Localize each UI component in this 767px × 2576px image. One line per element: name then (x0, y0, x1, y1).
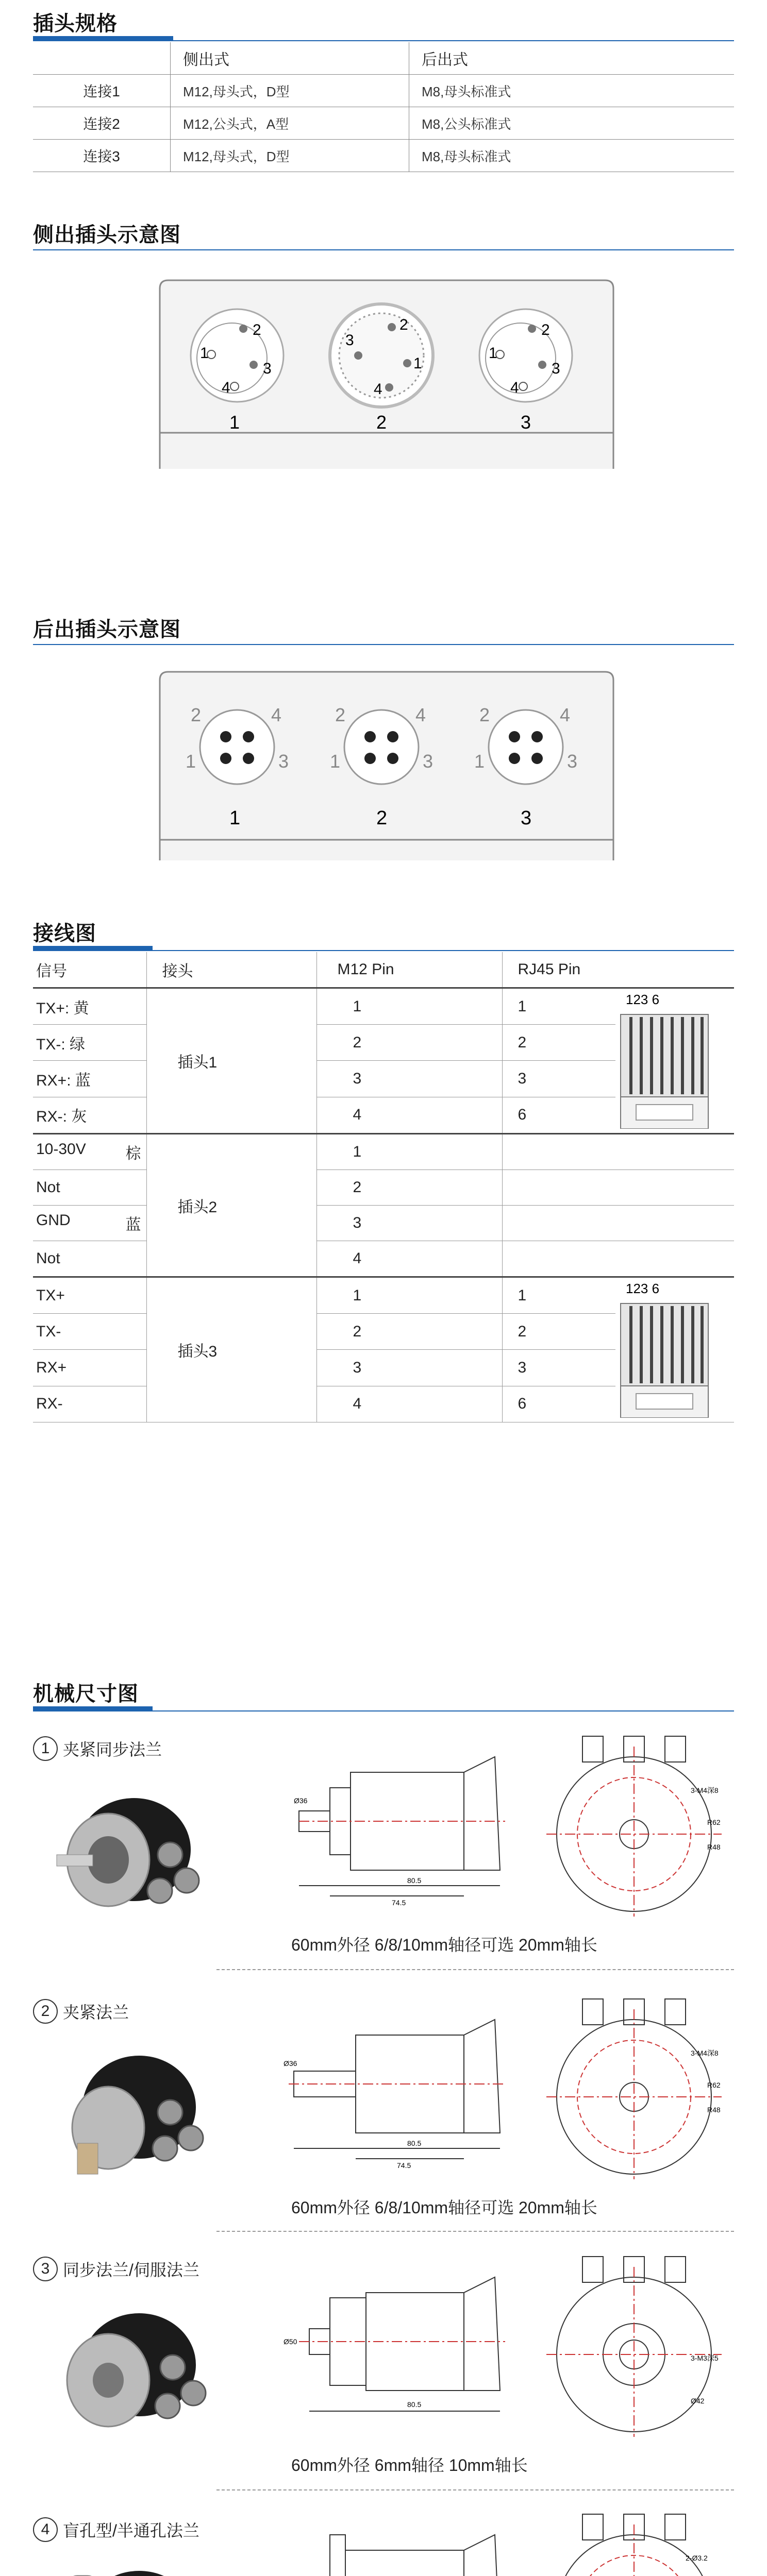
dimension-label: 3-M4深8 (691, 1786, 719, 1794)
mech-item-title (33, 1999, 129, 2024)
section-title-mech: 机械尺寸图 (33, 1683, 139, 1705)
table-header-cell: 侧出式 (171, 42, 409, 75)
signal-cell: TX+: 黄 (33, 988, 146, 1025)
pin-label: 3 (423, 751, 433, 772)
dimension-drawing (278, 1726, 732, 1927)
pin-label: 1 (413, 355, 422, 372)
table-row (33, 1170, 734, 1206)
dimension-label: Ø50 (284, 2337, 297, 2346)
rj45-pin-cell: 1 (502, 1277, 615, 1314)
m12-pin-cell: 2 (316, 1170, 502, 1206)
section-divider (33, 40, 734, 41)
m12-pin-cell: 2 (316, 1314, 502, 1350)
item-title-text: 夹紧同步法兰 (63, 1740, 162, 1759)
signal-color: 棕 (125, 1145, 141, 1162)
dimension-label: Ø36 (294, 1797, 308, 1805)
table-header-cell: M12 Pin (316, 952, 502, 988)
rj45-pin-cell (502, 1170, 734, 1206)
encoder-photo (46, 1777, 216, 1932)
rj45-pin-cell: 3 (502, 1061, 615, 1097)
mech-caption: 60mm外径 6mm轴径 10mm轴长 (291, 2456, 528, 2475)
connector-number: 3 (521, 412, 531, 433)
pin-label: 3 (278, 751, 289, 772)
wiring-table (33, 952, 734, 1422)
pin-label: 4 (271, 704, 282, 725)
table-cell: M8,母头标准式 (409, 75, 735, 107)
signal-cell: RX-: 灰 (33, 1097, 146, 1133)
dashed-divider (216, 1969, 734, 1970)
connector-number: 1 (229, 807, 241, 829)
rj45-pin-cell (502, 1206, 734, 1241)
item-number: 3 (33, 2257, 58, 2281)
section-title-plug-spec: 插头规格 (33, 12, 118, 35)
side-connector-3 (479, 309, 572, 402)
rj45-plug-image (615, 1277, 734, 1422)
signal-text: GND (36, 1212, 71, 1229)
dimension-label: 3-M4深8 (691, 2049, 719, 2057)
dimension-label: R62 (707, 2081, 721, 2089)
dimension-drawing (278, 1989, 732, 2190)
table-cell: 连接2 (33, 107, 171, 140)
rj45-pin-cell: 2 (502, 1025, 615, 1061)
m12-pin-cell: 1 (316, 988, 502, 1025)
table-header-cell: RJ45 Pin (502, 952, 734, 988)
table-header-cell (33, 42, 171, 75)
dimension-label: R62 (707, 1818, 721, 1826)
table-row (33, 1206, 734, 1241)
connector-number: 2 (376, 412, 387, 433)
dimension-label: 74.5 (392, 1899, 406, 1907)
pin-label: 2 (191, 704, 202, 725)
pin-label: 4 (510, 379, 519, 396)
pin-label: 4 (222, 379, 230, 396)
plug-spec-table (33, 42, 734, 172)
mech-item-title (33, 2257, 199, 2281)
signal-cell: RX+ (33, 1350, 146, 1386)
signal-text: 10-30V (36, 1141, 86, 1158)
pin-label: 3 (552, 360, 560, 377)
mech-item-title (33, 1736, 162, 1761)
table-header-row (33, 42, 734, 75)
signal-cell: Not (33, 1241, 146, 1277)
dimension-label: 3-M3深5 (691, 2354, 719, 2362)
rj45-pin-label: 123 6 (626, 1281, 660, 1296)
pin-label: 4 (560, 704, 571, 725)
item-number: 2 (33, 1999, 58, 2024)
dimension-label: Ø36 (284, 2059, 297, 2067)
pin-label: 1 (200, 345, 209, 362)
rj45-pin-cell: 6 (502, 1386, 615, 1422)
pin-label: 3 (567, 751, 578, 772)
dimension-label: 74.5 (397, 2161, 411, 2170)
dimension-label: 80.5 (407, 2139, 422, 2147)
pin-label: 2 (541, 321, 550, 338)
mech-caption: 60mm外径 6/8/10mm轴径可选 20mm轴长 (291, 2198, 597, 2217)
table-row (33, 140, 734, 172)
pin-label: 2 (253, 321, 261, 338)
pin-label: 3 (263, 360, 272, 377)
pin-label: 1 (489, 345, 497, 362)
item-number: 4 (33, 2517, 58, 2542)
table-cell: M12,母头式，D型 (171, 75, 409, 107)
rj45-pin-cell: 3 (502, 1350, 615, 1386)
table-cell: M8,母头标准式 (409, 140, 735, 172)
item-title-text: 盲孔型/半通孔法兰 (63, 2521, 199, 2540)
table-header-cell: 后出式 (409, 42, 735, 75)
dashed-divider (216, 2489, 734, 2490)
table-row (33, 107, 734, 140)
table-header-cell: 信号 (33, 952, 146, 988)
dimension-label: 80.5 (407, 2400, 422, 2409)
pin-label: 2 (335, 704, 346, 725)
dashed-divider (216, 2231, 734, 2232)
m12-pin-cell: 2 (316, 1025, 502, 1061)
rj45-pin-cell (502, 1241, 734, 1277)
rj45-plug-image (615, 988, 734, 1134)
m12-pin-cell: 1 (316, 1277, 502, 1314)
table-cell: 连接1 (33, 75, 171, 107)
pin-label: 2 (399, 316, 408, 333)
m12-pin-cell: 3 (316, 1206, 502, 1241)
m12-pin-cell: 3 (316, 1061, 502, 1097)
signal-cell: RX+: 蓝 (33, 1061, 146, 1097)
table-row (33, 75, 734, 107)
item-number: 1 (33, 1736, 58, 1761)
signal-cell: TX- (33, 1314, 146, 1350)
signal-cell (33, 1206, 146, 1241)
table-cell: M8,公头标准式 (409, 107, 735, 140)
section-divider (33, 1710, 734, 1711)
table-row (33, 988, 734, 1025)
connector-number: 3 (521, 807, 532, 829)
signal-cell (33, 1134, 146, 1170)
rj45-pin-cell (502, 1134, 734, 1170)
pin-label: 1 (330, 751, 341, 772)
table-cell: M12,母头式，D型 (171, 140, 409, 172)
dimension-label: Ø42 (691, 2397, 705, 2405)
dimension-drawing (278, 2504, 732, 2576)
pin-label: 1 (474, 751, 485, 772)
encoder-photo (46, 2298, 216, 2452)
section-title-rear-diagram: 后出插头示意图 (33, 618, 181, 641)
signal-cell: TX-: 绿 (33, 1025, 146, 1061)
connector-number: 1 (229, 412, 240, 433)
pin-label: 2 (479, 704, 490, 725)
item-title-text: 同步法兰/伺服法兰 (63, 2261, 199, 2279)
dimension-drawing (278, 2246, 732, 2447)
encoder-photo (46, 2555, 216, 2576)
section-divider (33, 249, 734, 250)
m12-pin-cell: 3 (316, 1350, 502, 1386)
table-header-cell: 接头 (146, 952, 316, 988)
encoder-photo (46, 2040, 216, 2195)
section-title-wiring: 接线图 (33, 922, 96, 945)
m12-pin-cell: 1 (316, 1134, 502, 1170)
dimension-label: 2-Ø3.2 (686, 2554, 708, 2562)
side-connector-1 (191, 309, 284, 402)
section-divider (33, 644, 734, 645)
signal-cell: RX- (33, 1386, 146, 1422)
connector-cell: 插头3 (146, 1277, 316, 1422)
table-row (33, 1241, 734, 1277)
mech-caption: 60mm外径 6/8/10mm轴径可选 20mm轴长 (291, 1936, 597, 1954)
m12-pin-cell: 4 (316, 1097, 502, 1133)
pin-label: 3 (345, 332, 354, 349)
dimension-label: R48 (707, 2106, 721, 2114)
signal-cell: Not (33, 1170, 146, 1206)
section-divider (33, 950, 734, 951)
pin-label: 1 (186, 751, 196, 772)
dimension-label: 80.5 (407, 1876, 422, 1885)
table-row (33, 1277, 734, 1314)
section-title-side-diagram: 侧出插头示意图 (33, 224, 181, 246)
table-cell: 连接3 (33, 140, 171, 172)
pin-label: 4 (415, 704, 426, 725)
rj45-pin-label: 123 6 (626, 992, 660, 1007)
rj45-pin-cell: 6 (502, 1097, 615, 1133)
side-connector-2 (330, 304, 433, 407)
mech-item-title (33, 2517, 199, 2542)
table-header-row (33, 952, 734, 988)
pin-label: 4 (374, 381, 382, 398)
rj45-pin-cell: 2 (502, 1314, 615, 1350)
table-row (33, 1134, 734, 1170)
connector-cell: 插头2 (146, 1134, 316, 1277)
m12-pin-cell: 4 (316, 1241, 502, 1277)
rear-connector-panel (155, 670, 619, 866)
connector-cell: 插头1 (146, 988, 316, 1134)
side-connector-panel (155, 278, 619, 474)
signal-cell: TX+ (33, 1277, 146, 1314)
m12-pin-cell: 4 (316, 1386, 502, 1422)
connector-number: 2 (376, 807, 388, 829)
rj45-pin-cell: 1 (502, 988, 615, 1025)
signal-color: 蓝 (125, 1216, 141, 1233)
table-cell: M12,公头式，A型 (171, 107, 409, 140)
item-title-text: 夹紧法兰 (63, 2003, 129, 2022)
dimension-label: R48 (707, 1843, 721, 1851)
